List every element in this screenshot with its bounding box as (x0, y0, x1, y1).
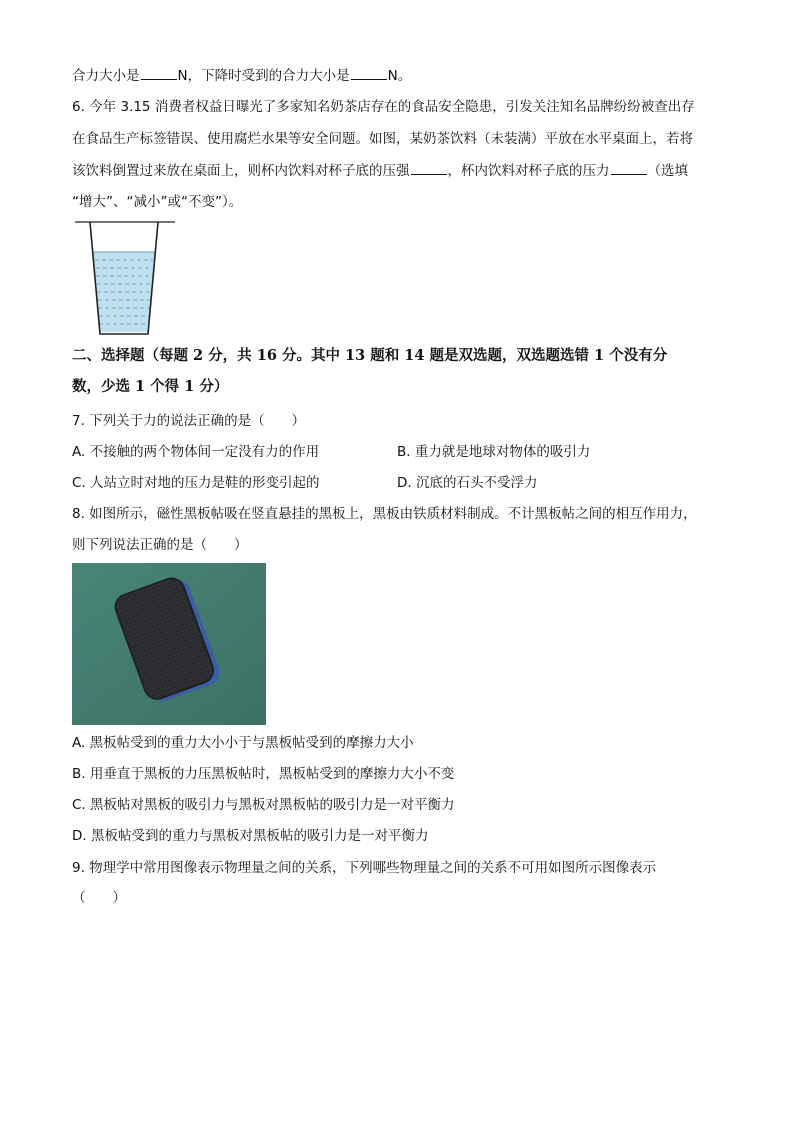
q8-option-b: B. 用垂直于黑板的力压黑板帖时，黑板帖受到的摩擦力大小不变 (72, 766, 455, 782)
answer-blank (351, 67, 387, 80)
liquid-fill (93, 252, 155, 332)
q8-line-2: 则下列说法正确的是（ ） (72, 537, 248, 553)
section-heading-line-1: 二、选择题（每题 2 分，共 16 分。其中 13 题和 14 题是双选题，双选题选错 1 个没有分 (72, 347, 668, 364)
q6-line-2: 在食品生产标签错误、使用腐烂水果等安全问题。如图，某奶茶饮料（未装满）平放在水平桌面上，若将 (72, 131, 693, 147)
q7-option-c: C. 人站立时对地的压力是鞋的形变引起的 (72, 475, 320, 491)
q8-option-d: D. 黑板帖受到的重力与黑板对黑板帖的吸引力是一对平衡力 (72, 828, 429, 844)
blackboard-eraser-photo (72, 563, 266, 725)
answer-blank (611, 162, 647, 175)
q8-option-c: C. 黑板帖对黑板的吸引力与黑板对黑板帖的吸引力是一对平衡力 (72, 797, 455, 813)
q7-option-d: D. 沉底的石头不受浮力 (397, 475, 538, 491)
q6-line-4: “增大”、“减小”或“不变”）。 (72, 194, 243, 210)
q5-text-b: N，下降时受到的合力大小是 (177, 68, 350, 84)
q6-line-1: 6. 今年 3.15 消费者权益日曝光了多家知名奶茶店存在的食品安全隐患，引发关注知名品牌纷纷被查出存 (72, 99, 695, 115)
q8-option-a: A. 黑板帖受到的重力大小小于与黑板帖受到的摩擦力大小 (72, 735, 414, 751)
milk-tea-cup-figure (72, 214, 178, 338)
q7-option-a: A. 不接触的两个物体间一定没有力的作用 (72, 444, 320, 460)
q9-line-2: （ ） (72, 890, 126, 906)
answer-blank (141, 67, 177, 80)
q5-text-c: N。 (387, 68, 412, 84)
q6-line-3 (72, 162, 688, 180)
answer-blank (411, 162, 447, 175)
q6-text-c: （选填 (647, 163, 688, 179)
q7-stem: 7. 下列关于力的说法正确的是（ ） (72, 413, 306, 429)
q8-line-1: 8. 如图所示，磁性黑板帖吸在竖直悬挂的黑板上，黑板由铁质材料制成。不计黑板帖之间的相互作用力， (72, 506, 697, 522)
q6-text-b: ，杯内饮料对杯子底的压力 (447, 163, 610, 179)
q9-line-1: 9. 物理学中常用图像表示物理量之间的关系，下列哪些物理量之间的关系不可用如图所示图像表示 (72, 860, 657, 876)
q5-text-a: 合力大小是 (72, 68, 140, 84)
section-heading-line-2: 数，少选 1 个得 1 分） (72, 378, 229, 395)
q6-text-a: 该饮料倒置过来放在桌面上，则杯内饮料对杯子底的压强 (72, 163, 410, 179)
q5-tail-line (72, 67, 411, 85)
q7-option-b: B. 重力就是地球对物体的吸引力 (397, 444, 591, 460)
